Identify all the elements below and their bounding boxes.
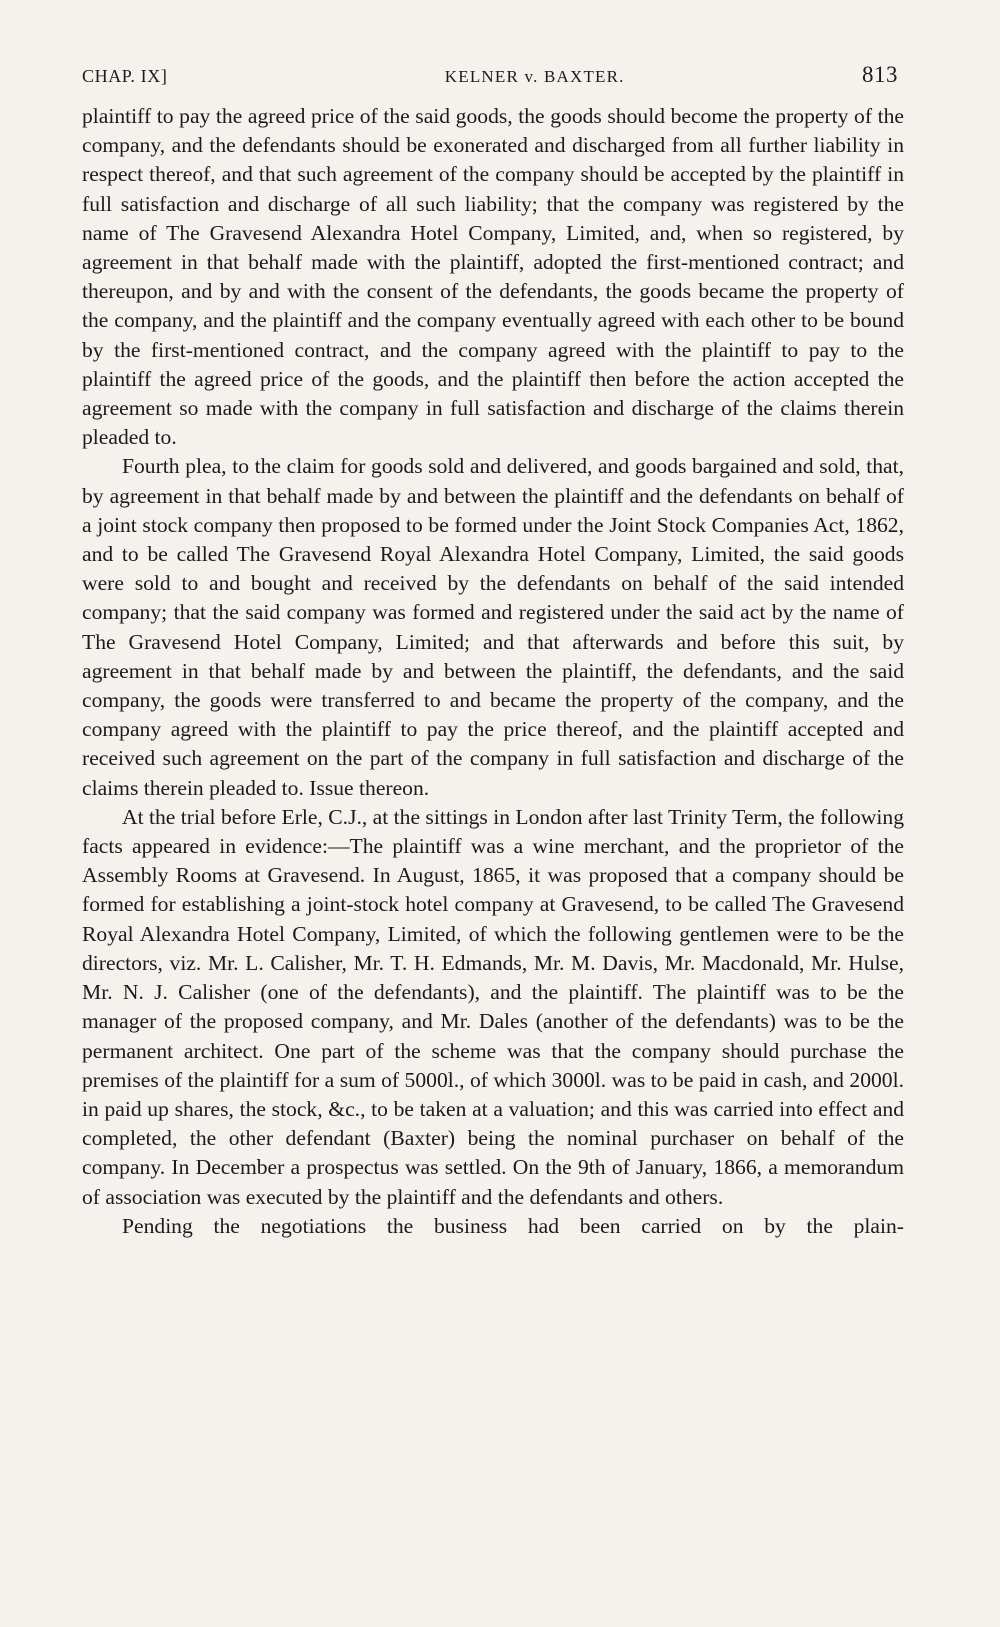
- paragraph-trial: At the trial before Erle, C.J., at the sittings in London after last Trinity Term, the following facts appeared in evidence:—The plaintiff was a wine merchant, and the proprietor of the Assembly Rooms at Gravesend. In August, 1865, it was proposed that a company should be formed for establishing a joint-stock hotel company at Gravesend, to be called The Gravesend Royal Alexandra Hotel Company, Limited, of which the following gentlemen were to be the directors, viz. Mr. L. Calisher, Mr. T. H. Edmands, Mr. M. Davis, Mr. Macdonald, Mr. Hulse, Mr. N. J. Calisher (one of the defendants), and the plaintiff. The plaintiff was to be the manager of the proposed company, and Mr. Dales (another of the defendants) was to be the permanent architect. One part of the scheme was that the company should purchase the premises of the plaintiff for a sum of 5000l., of which 3000l. was to be paid in cash, and 2000l. in paid up shares, the stock, &c., to be taken at a valuation; and this was carried into effect and completed, the other defendant (Baxter) being the nominal purchaser on behalf of the company. In December a prospectus was settled. On the 9th of January, 1866, a memorandum of association was executed by the plaintiff and the defendants and others.: [82, 804, 904, 1209]
- page-number: 813: [861, 62, 898, 87]
- paragraph-continued: plaintiff to pay the agreed price of the said goods, the goods should become the property of the company, and the defendants should be exonerated and discharged from all further liability in respect thereof, and that such agreement of the company should be accepted by the plaintiff in full satisfaction and discharge of all such liability; that the company was registered by the name of The Gravesend Alexandra Hotel Company, Limited, and, when so registered, by agreement in that behalf made with the plaintiff, adopted the first-mentioned contract; and thereupon, and by and with the consent of the defendants, the goods became the property of the company, and the plaintiff and the company eventually agreed with each other to be bound by the first-mentioned contract, and the company agreed with the plaintiff to pay to the plaintiff the agreed price of the goods, and the plaintiff then before the action accepted the agreement so made with the company in full satisfaction and discharge of the claims therein pleaded to.: [82, 104, 904, 450]
- running-title: KELNER v. BAXTER.: [444, 67, 625, 86]
- paragraph-pending: Pending the negotiations the business had been carried on by the plain-: [122, 1213, 904, 1238]
- chapter-label: CHAP. IX]: [82, 66, 168, 86]
- paragraph-fourth-plea: Fourth plea, to the claim for goods sold and delivered, and goods bargained and sold, that, by agreement in that behalf made by and between the plaintiff and the defendants on behalf of a joint stock company then proposed to be formed under the Joint Stock Companies Act, 1862, and to be called The Gravesend Royal Alexandra Hotel Company, Limited, the said goods were sold to and bought and received by the defendants on behalf of the said intended company; that the said company was formed and registered under the said act by the name of The Gravesend Hotel Company, Limited; and that afterwards and before this suit, by agreement in that behalf made by and between the plaintiff, the defendants, and the said company, the goods were transferred to and became the property of the company, and the company agreed with the plaintiff to pay the price thereof, and the plaintiff accepted and received such agreement on the part of the company in full satisfaction and discharge of the claims therein pleaded to. Issue thereon.: [82, 454, 904, 800]
- body-text: [82, 102, 904, 1241]
- running-head: [82, 62, 904, 88]
